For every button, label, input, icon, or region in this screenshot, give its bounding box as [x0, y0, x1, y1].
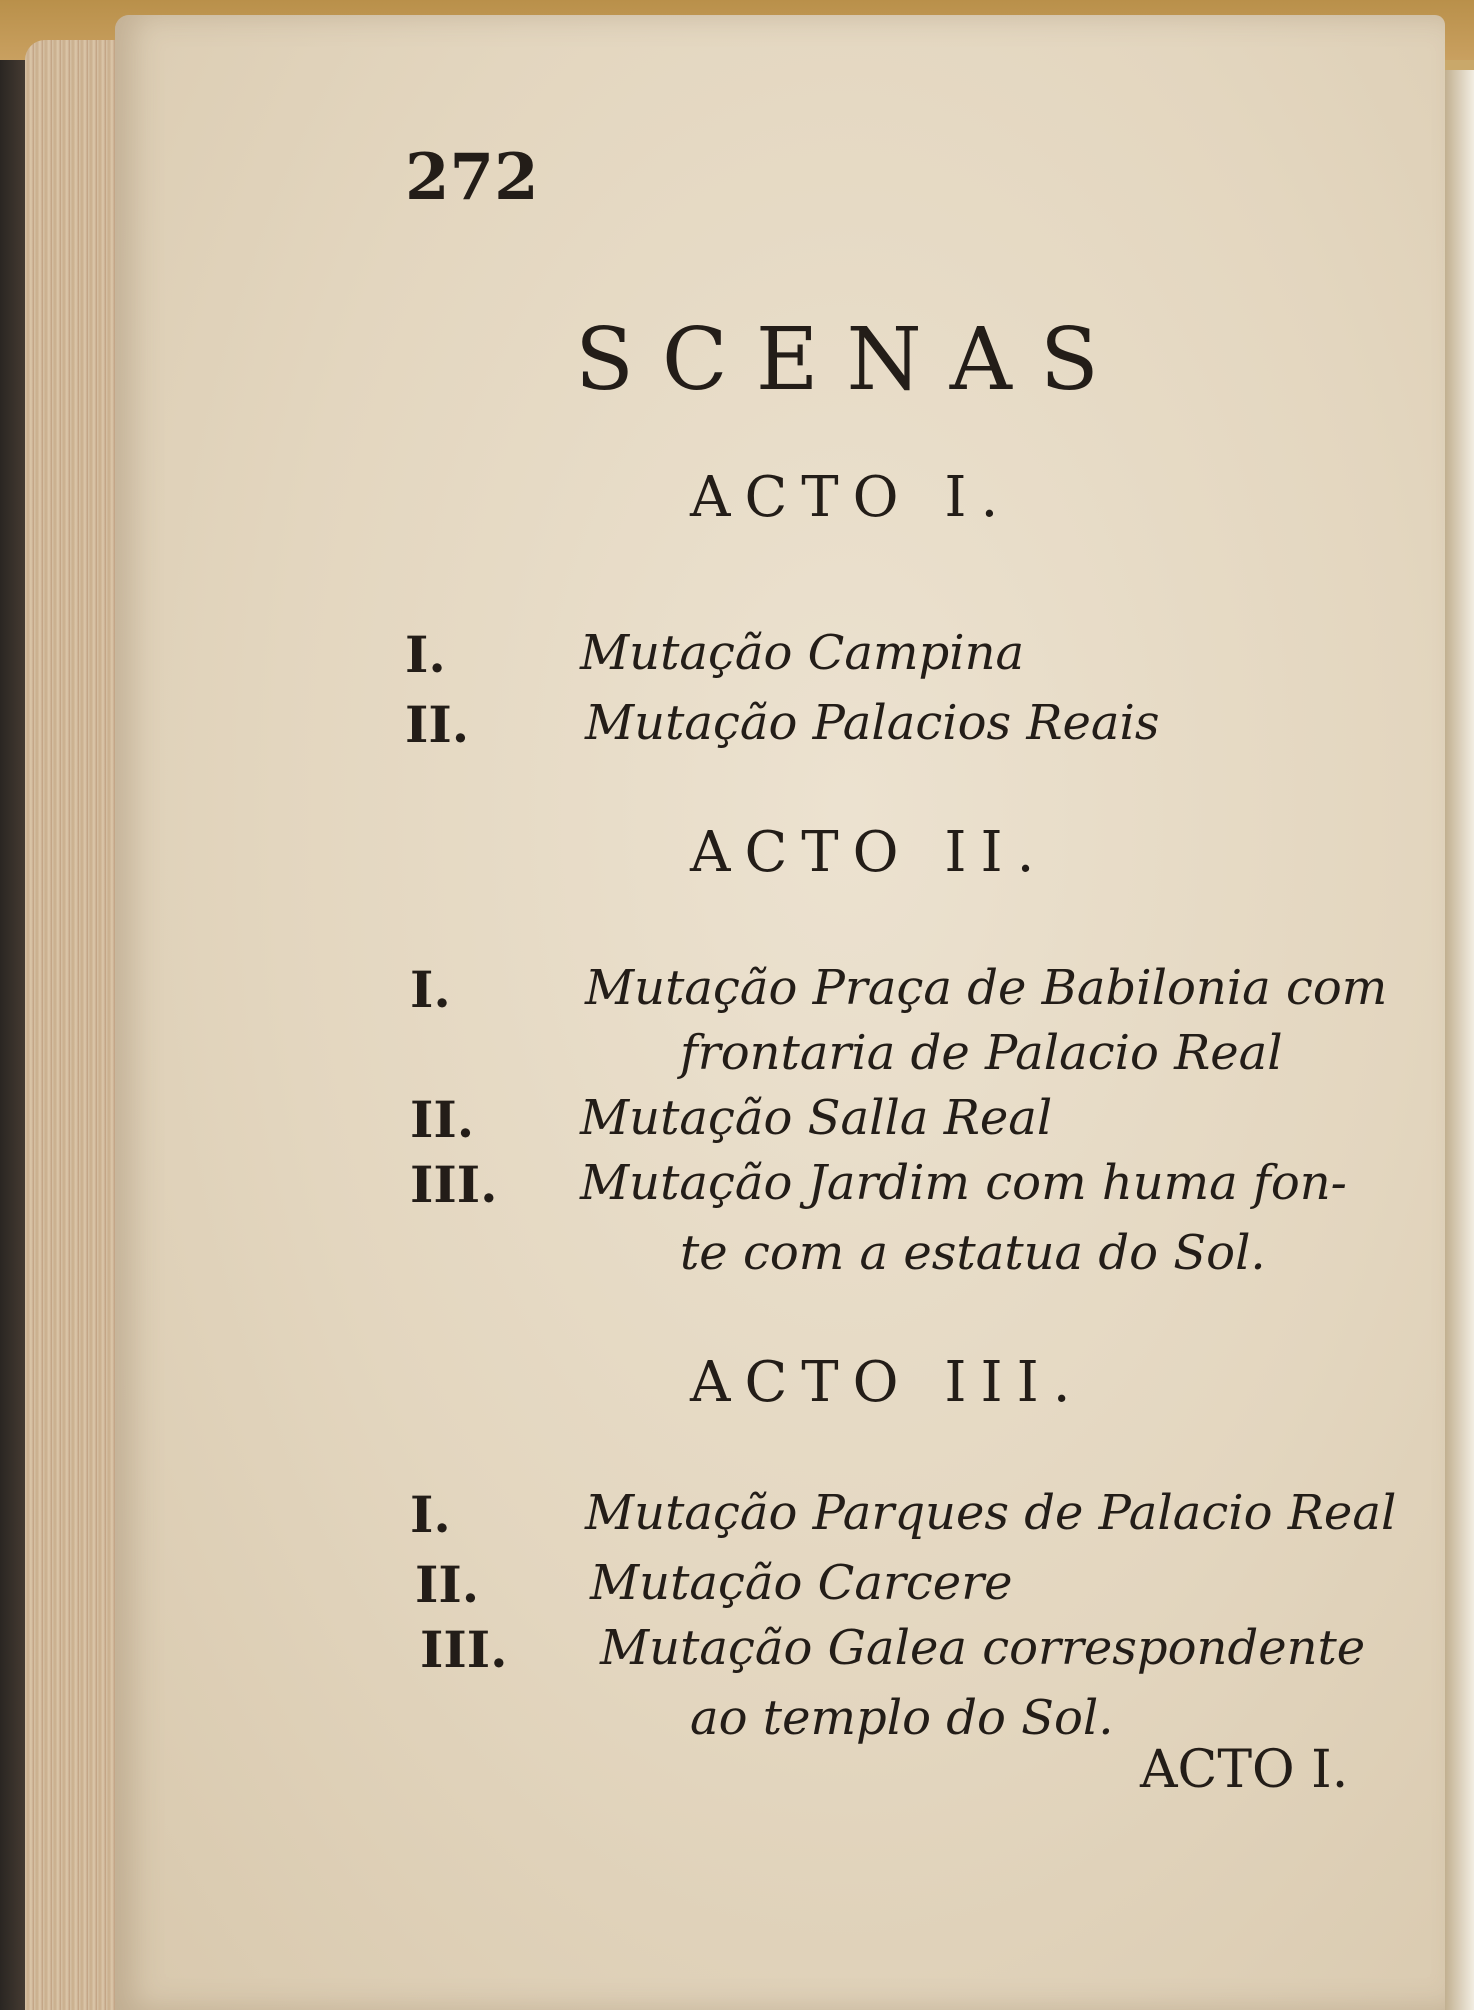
- scene-line: Mutação Jardim com huma fon-: [580, 1155, 1347, 1211]
- scene-numeral: I.: [410, 960, 451, 1019]
- scene-line: te com a estatua do Sol.: [680, 1225, 1266, 1281]
- scene-numeral: II.: [405, 695, 470, 754]
- scene-numeral: II.: [410, 1090, 475, 1149]
- act-heading-3: ACTO III.: [690, 1350, 1085, 1415]
- facing-page-edge: [1440, 70, 1474, 2010]
- scene-numeral: III.: [410, 1155, 498, 1214]
- scene-line: Mutação Carcere: [590, 1555, 1013, 1611]
- scene-line: Mutação Galea correspondente: [600, 1620, 1366, 1676]
- scene-line: Mutação Praça de Babilonia com: [585, 960, 1388, 1016]
- scene-line: Mutação Campina: [580, 625, 1025, 681]
- page-title: SCENAS: [575, 310, 1127, 410]
- scene-numeral: I.: [405, 625, 446, 684]
- page-number: 272: [405, 140, 539, 215]
- act-heading-1: ACTO I.: [690, 465, 1013, 530]
- scene-line: Mutação Salla Real: [580, 1090, 1053, 1146]
- catchword: ACTO I.: [1140, 1740, 1349, 1800]
- scene-line: Mutação Palacios Reais: [585, 695, 1160, 751]
- scene-line: Mutação Parques de Palacio Real: [585, 1485, 1397, 1541]
- scene-line: frontaria de Palacio Real: [680, 1025, 1283, 1081]
- scene-numeral: I.: [410, 1485, 451, 1544]
- act-heading-2: ACTO II.: [690, 820, 1049, 885]
- scene-numeral: II.: [415, 1555, 480, 1614]
- scene-numeral: III.: [420, 1620, 508, 1679]
- scene-line: ao templo do Sol.: [690, 1690, 1114, 1746]
